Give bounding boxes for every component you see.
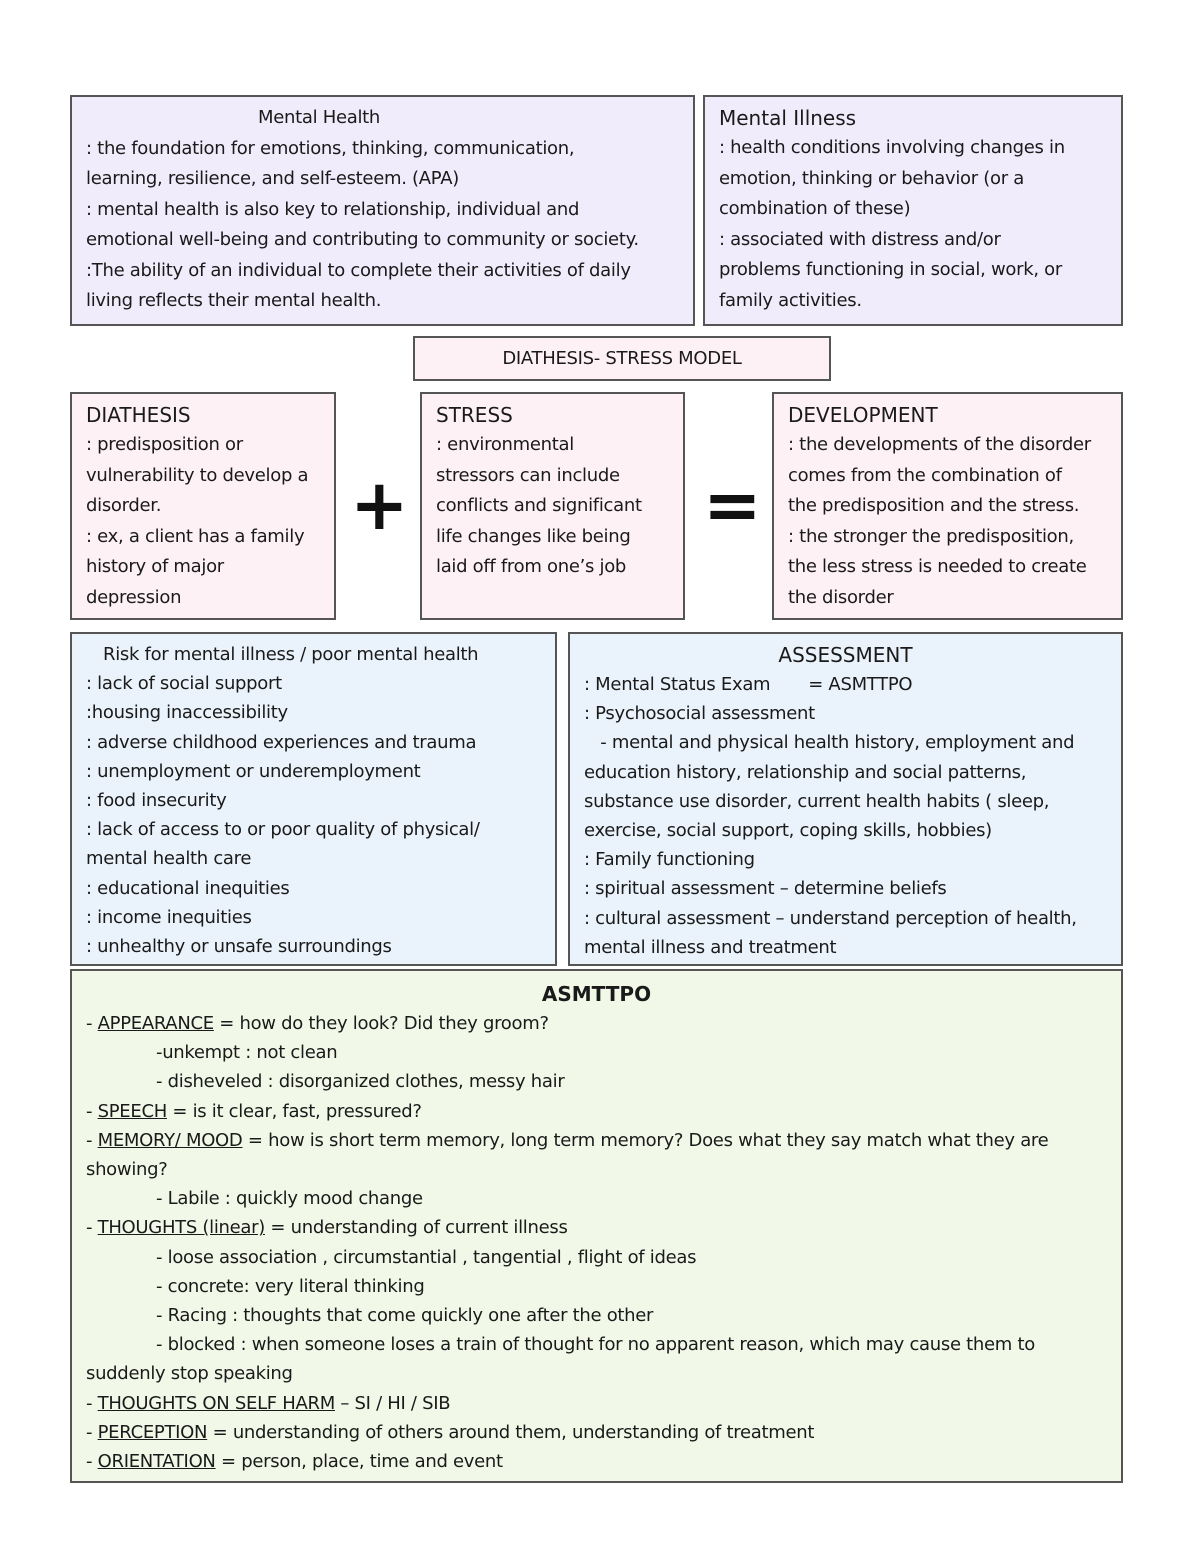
diathesis-box [70,392,336,620]
diathesis-line: depression [86,586,182,608]
risk-line: : food insecurity [86,790,227,812]
assessment-line: education history, relationship and social patterns, [584,761,1027,783]
perception-prefix: - [86,1421,98,1443]
thoughts-term: THOUGHTS (linear) [97,1217,265,1239]
stress-title: STRESS [436,403,513,427]
mental-health-line: learning, resilience, and self-esteem. (APA) [86,168,459,189]
perception-term: PERCEPTION [97,1421,208,1443]
orientation-term: ORIENTATION [97,1451,216,1473]
mental-illness-title: Mental Illness [719,106,857,130]
speech-prefix: - [86,1100,98,1122]
self-harm-item [86,1389,1107,1418]
risk-line: : income inequities [86,906,252,928]
plus-icon: + [350,464,409,546]
development-line: comes from the combination of [788,464,1062,486]
model-title: DIATHESIS- STRESS MODEL [502,348,742,369]
self-harm-term: THOUGHTS ON SELF HARM [97,1392,335,1414]
memory-term: MEMORY/ MOOD [97,1129,243,1151]
diathesis-stress-model-title-box [413,336,831,381]
memory-desc: = how is short term memory, long term memory? Does what they say match what they are [242,1129,1049,1151]
risk-line: : unemployment or underemployment [86,760,421,782]
mental-health-title: Mental Health [258,107,381,128]
assessment-line: : Psychosocial assessment [584,703,815,725]
memory-mood-item [86,1126,1107,1155]
stress-line: laid off from one’s job [436,556,627,577]
appearance-prefix: - [86,1013,98,1034]
thoughts-prefix: - [86,1217,98,1239]
assessment-box [568,632,1123,966]
risk-line: :housing inaccessibility [86,702,288,724]
thoughts-desc: = understanding of current illness [264,1217,568,1239]
diathesis-title: DIATHESIS [86,403,191,427]
assessment-line: mental illness and treatment [584,936,837,958]
asmttpo-title: ASMTTPO [541,982,652,1006]
mental-illness-line: : associated with distress and/or [719,228,1001,250]
development-line: the predisposition and the stress. [788,495,1080,516]
risk-box [70,632,557,966]
labile-item: - Labile : quickly mood change [156,1188,423,1210]
stress-line: life changes like being [436,525,631,547]
blocked-continuation: suddenly stop speaking [86,1363,293,1385]
diathesis-line: : predisposition or [86,434,243,455]
development-line: : the developments of the disorder [788,434,1091,455]
mental-health-line: emotional well-being and contributing to community or society. [86,229,639,250]
assessment-line: substance use disorder, current health habits ( sleep, [584,790,1050,812]
racing-item: - Racing : thoughts that come quickly one after the other [156,1305,654,1327]
speech-term: SPEECH [97,1100,167,1122]
speech-item [86,1097,1107,1126]
concrete-item: - concrete: very literal thinking [156,1275,425,1297]
mental-illness-line: combination of these) [719,198,911,219]
memory-prefix: - [86,1129,98,1151]
risk-line: : adverse childhood experiences and trauma [86,731,477,753]
orientation-item [86,1447,1107,1476]
memory-continuation: showing? [86,1159,168,1181]
assessment-line: : Mental Status Exam = ASMTTPO [584,674,913,695]
speech-desc: = is it clear, fast, pressured? [166,1100,422,1122]
mental-illness-line: : health conditions involving changes in [719,137,1065,158]
mental-illness-line: emotion, thinking or behavior (or a [719,167,1024,189]
thoughts-item [86,1213,1107,1242]
diathesis-line: history of major [86,556,224,577]
asmttpo-box [70,969,1123,1483]
appearance-desc: = how do they look? Did they groom? [213,1013,549,1034]
self-harm-prefix: - [86,1392,98,1414]
diathesis-line: disorder. [86,495,162,516]
disheveled-item: - disheveled : disorganized clothes, messy hair [156,1071,565,1093]
mental-illness-line: family activities. [719,289,862,311]
assessment-line: : cultural assessment – understand perception of health, [584,907,1077,929]
mental-health-line: : the foundation for emotions, thinking, communication, [86,137,575,159]
assessment-title: ASSESSMENT [778,643,913,667]
loose-association-item: - loose association , circumstantial , tangential , flight of ideas [156,1246,697,1268]
risk-title: Risk for mental illness / poor mental health [103,644,479,665]
mental-health-line: :The ability of an individual to complete their activities of daily [86,259,631,281]
perception-desc: = understanding of others around them, understanding of treatment [207,1421,815,1443]
orientation-desc: = person, place, time and event [215,1451,503,1473]
risk-line: : lack of social support [86,673,282,695]
mental-health-line: living reflects their mental health. [86,290,382,311]
perception-item [86,1418,1107,1447]
assessment-line: exercise, social support, coping skills, hobbies) [584,820,992,842]
development-title: DEVELOPMENT [788,403,938,427]
mental-health-line: : mental health is also key to relationship, individual and [86,198,580,220]
assessment-line: : Family functioning [584,849,755,871]
orientation-prefix: - [86,1451,98,1473]
self-harm-desc: – SI / HI / SIB [334,1392,451,1414]
development-box [772,392,1123,620]
development-line: the disorder [788,586,894,608]
mental-health-box [70,95,695,326]
risk-line: : educational inequities [86,877,290,899]
risk-line: : lack of access to or poor quality of physical/ [86,819,480,841]
assessment-line: - mental and physical health history, employment and [584,732,1075,754]
assessment-line: : spiritual assessment – determine beliefs [584,878,947,900]
equals-icon: = [703,464,762,546]
stress-line: stressors can include [436,464,620,486]
appearance-term: APPEARANCE [97,1013,214,1034]
blocked-item: - blocked : when someone loses a train of thought for no apparent reason, which may cause them to [156,1334,1035,1356]
development-line: : the stronger the predisposition, [788,525,1074,547]
risk-line: mental health care [86,848,252,870]
stress-line: conflicts and significant [436,495,642,516]
stress-box [420,392,685,620]
unkempt-item: -unkempt : not clean [156,1042,338,1064]
stress-line: : environmental [436,434,574,455]
diathesis-line: vulnerability to develop a [86,464,309,486]
diathesis-line: : ex, a client has a family [86,525,305,547]
risk-line: : unhealthy or unsafe surroundings [86,936,392,958]
mental-illness-line: problems functioning in social, work, or [719,259,1062,280]
appearance-item [86,1009,1107,1038]
development-line: the less stress is needed to create [788,556,1087,577]
mental-illness-box [703,95,1123,326]
